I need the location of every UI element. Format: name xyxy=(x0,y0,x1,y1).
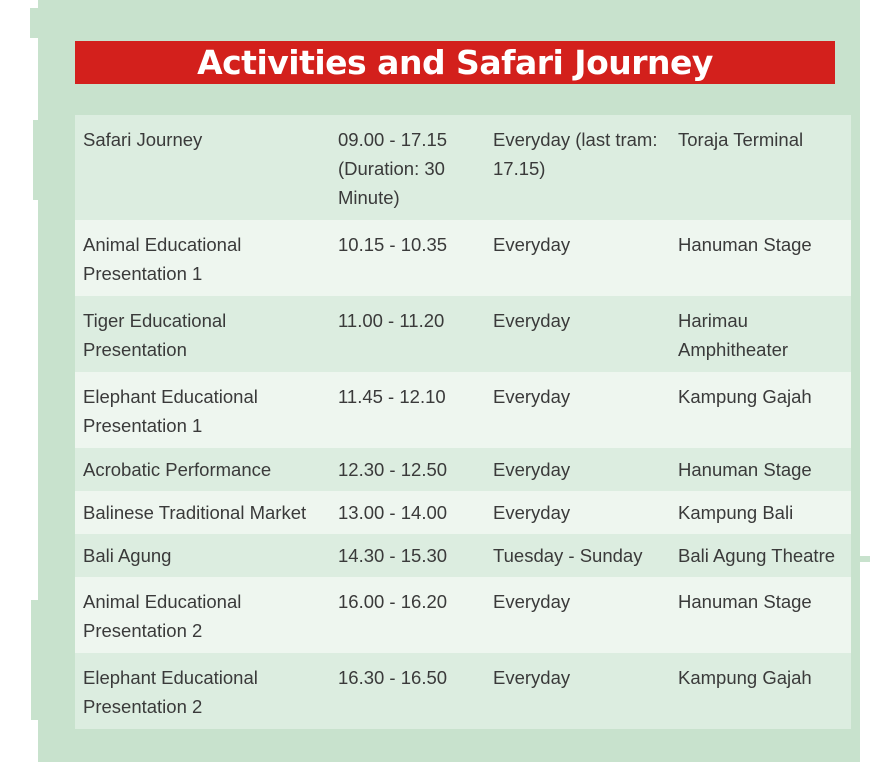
table-row xyxy=(75,115,851,220)
days-cell: Everyday xyxy=(485,448,670,491)
schedule-table xyxy=(75,115,851,729)
table-row xyxy=(75,372,851,448)
activity-cell: Tiger Educational Presentation xyxy=(75,296,330,372)
location-cell: Hanuman Stage xyxy=(670,577,851,653)
location-cell: Toraja Terminal xyxy=(670,115,851,220)
location-cell: Harimau Amphitheater xyxy=(670,296,851,372)
days-cell: Tuesday - Sunday xyxy=(485,534,670,577)
days-cell: Everyday xyxy=(485,653,670,729)
time-cell: 09.00 - 17.15 (Duration: 30 Minute) xyxy=(330,115,485,220)
torn-edge-decoration xyxy=(30,8,40,38)
time-cell: 12.30 - 12.50 xyxy=(330,448,485,491)
table-row xyxy=(75,534,851,577)
location-cell: Bali Agung Theatre xyxy=(670,534,851,577)
title-banner xyxy=(75,41,835,84)
days-cell: Everyday xyxy=(485,296,670,372)
days-cell: Everyday xyxy=(485,220,670,296)
activity-cell: Balinese Traditional Market xyxy=(75,491,330,534)
torn-edge-decoration xyxy=(858,556,870,562)
location-cell: Kampung Gajah xyxy=(670,372,851,448)
time-cell: 11.00 - 11.20 xyxy=(330,296,485,372)
table-row xyxy=(75,296,851,372)
time-cell: 11.45 - 12.10 xyxy=(330,372,485,448)
activity-cell: Elephant Educational Presentation 2 xyxy=(75,653,330,729)
table-row xyxy=(75,491,851,534)
activity-cell: Safari Journey xyxy=(75,115,330,220)
table-row xyxy=(75,220,851,296)
location-cell: Kampung Gajah xyxy=(670,653,851,729)
table-row xyxy=(75,448,851,491)
time-cell: 16.00 - 16.20 xyxy=(330,577,485,653)
days-cell: Everyday xyxy=(485,491,670,534)
activity-cell: Animal Educational Presentation 2 xyxy=(75,577,330,653)
location-cell: Kampung Bali xyxy=(670,491,851,534)
table-row xyxy=(75,577,851,653)
days-cell: Everyday (last tram: 17.15) xyxy=(485,115,670,220)
torn-edge-decoration xyxy=(31,600,39,720)
activity-cell: Acrobatic Performance xyxy=(75,448,330,491)
time-cell: 10.15 - 10.35 xyxy=(330,220,485,296)
time-cell: 13.00 - 14.00 xyxy=(330,491,485,534)
torn-edge-decoration xyxy=(33,120,39,200)
location-cell: Hanuman Stage xyxy=(670,448,851,491)
activity-cell: Animal Educational Presentation 1 xyxy=(75,220,330,296)
time-cell: 14.30 - 15.30 xyxy=(330,534,485,577)
activity-cell: Elephant Educational Presentation 1 xyxy=(75,372,330,448)
location-cell: Hanuman Stage xyxy=(670,220,851,296)
table-row xyxy=(75,653,851,729)
activity-cell: Bali Agung xyxy=(75,534,330,577)
days-cell: Everyday xyxy=(485,372,670,448)
page-title: Activities and Safari Journey xyxy=(197,43,713,82)
time-cell: 16.30 - 16.50 xyxy=(330,653,485,729)
days-cell: Everyday xyxy=(485,577,670,653)
schedule-table-container xyxy=(75,115,835,729)
